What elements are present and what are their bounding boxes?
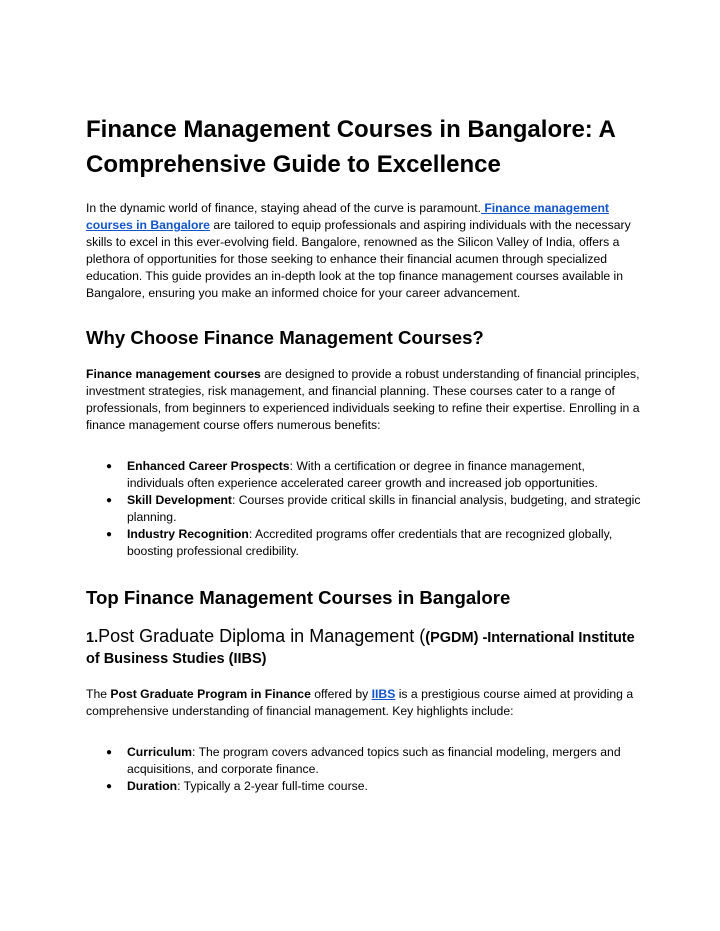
course-text-mid: offered by: [310, 687, 372, 701]
list-item: [86, 526, 642, 560]
list-item: [86, 492, 642, 526]
course-institute: (PGDM) -International Institute of Business Studies (IIBS): [86, 630, 635, 667]
list-item: [86, 458, 642, 492]
list-item-text: : Typically a 2-year full-time course.: [177, 779, 368, 793]
section-heading-top-courses: Top Finance Management Courses in Bangalore: [86, 587, 511, 608]
why-text: are designed to provide a robust understanding of financial principles, investment strategies, risk management, and financial planning. These courses cater to a range of professionals, from beginners to experienced individuals seeking to refine their expertise. Enrolling in a finance management course offers numerous benefits:: [86, 367, 640, 432]
list-item-bold: Industry Recognition: [127, 527, 249, 541]
why-paragraph: [86, 366, 642, 434]
bullet-icon: ●: [106, 461, 113, 472]
section-heading-why: Why Choose Finance Management Courses?: [86, 327, 484, 348]
list-item: [86, 778, 642, 795]
intro-text-end: are tailored to equip professionals and aspiring individuals with the necessary skills to excel in this ever-evolving field. Bangalore, renowned as the Silicon Valley of India, offers a plethora of opportunities for those seeking to enhance their financial acumen through specialized education. This guide provides an in-depth look at the top finance management courses available in Bangalore, ensuring you make an informed choice for your career advancement.: [86, 218, 631, 300]
list-item: [86, 744, 642, 778]
document-page: [86, 112, 642, 821]
bullet-icon: ●: [106, 529, 113, 540]
course-paragraph: [86, 686, 642, 720]
list-item-bold: Enhanced Career Prospects: [127, 459, 290, 473]
benefits-list: [86, 458, 642, 560]
intro-paragraph: [86, 200, 642, 302]
list-item-bold: Curriculum: [127, 745, 193, 759]
bullet-icon: ●: [106, 747, 113, 758]
highlights-list: [86, 744, 642, 795]
bullet-icon: ●: [106, 495, 113, 506]
finance-courses-link[interactable]: Finance management courses in Bangalore: [86, 201, 609, 232]
intro-text-start: In the dynamic world of finance, staying ahead of the curve is paramount.: [86, 201, 481, 215]
bullet-icon: ●: [106, 781, 113, 792]
list-item-bold: Skill Development: [127, 493, 232, 507]
page-title: Finance Management Courses in Bangalore: A Comprehensive Guide to Excellence: [86, 116, 615, 178]
course-text-start: The: [86, 687, 111, 701]
list-item-text: : Accredited programs offer credentials that are recognized globally, boosting professional credibility.: [127, 527, 613, 558]
course-number: 1.: [86, 630, 99, 646]
course-heading: [86, 626, 642, 670]
course-name: Post Graduate Diploma in Management (: [98, 626, 426, 646]
why-bold-term: Finance management courses: [86, 367, 261, 381]
list-item-text: : With a certification or degree in finance management, individuals often experience accelerated career growth and increased job opportunities.: [127, 459, 598, 490]
list-item-text: : The program covers advanced topics such as financial modeling, mergers and acquisitions, and corporate finance.: [127, 745, 621, 776]
list-item-bold: Duration: [127, 779, 178, 793]
course-program-name: Post Graduate Program in Finance: [110, 687, 311, 701]
iibs-link[interactable]: IIBS: [371, 687, 396, 701]
list-item-text: : Courses provide critical skills in financial analysis, budgeting, and strategic planning.: [127, 493, 641, 524]
course-text-end: is a prestigious course aimed at providing a comprehensive understanding of financial management. Key highlights include:: [86, 687, 634, 718]
